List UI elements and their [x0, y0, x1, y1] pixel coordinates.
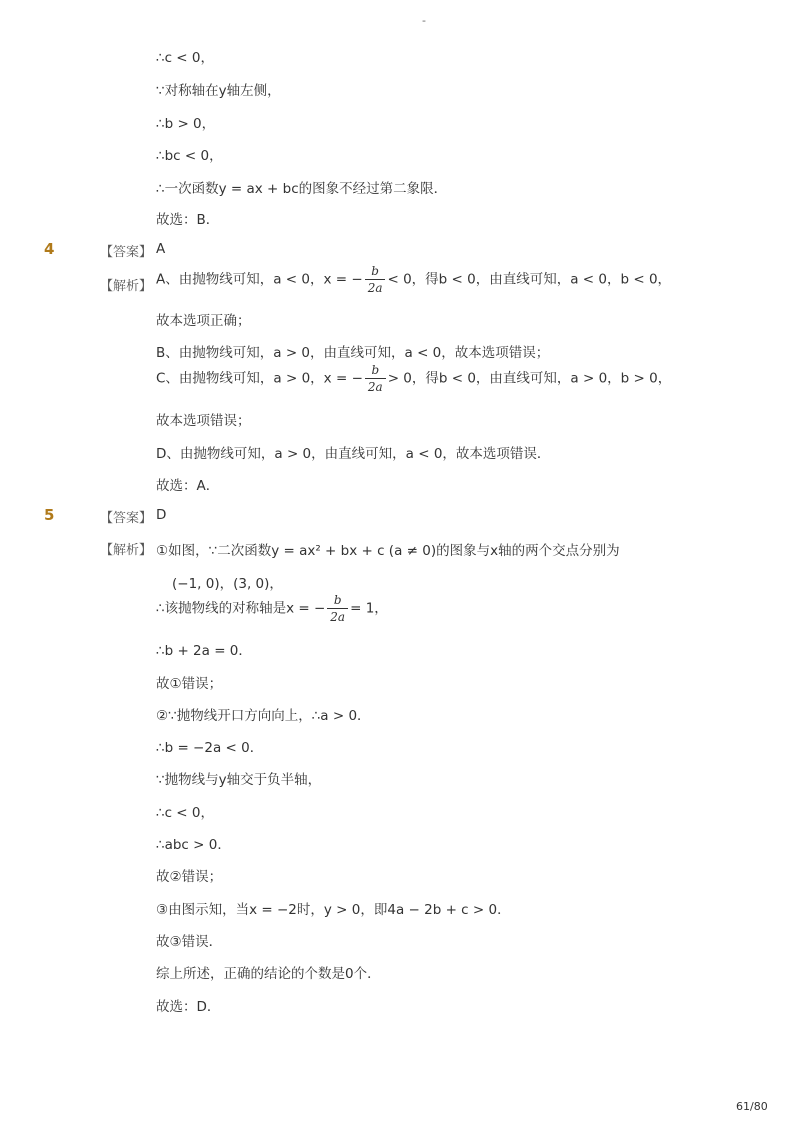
q5-line-9: ∴c < 0， [156, 805, 214, 821]
q4-a-pre: A、由抛物线可知，a < 0，x = − [156, 271, 363, 288]
fraction: $\frac{b}{2a}$ [365, 362, 386, 395]
prev-choice: 故选：B． [156, 212, 220, 228]
page-number: 61/80 [736, 1100, 768, 1113]
q5-line-7: ∴b = −2a < 0． [156, 740, 264, 756]
q4-a-post: < 0，得b < 0，由直线可知，a < 0，b < 0， [387, 271, 672, 288]
q4-option-a [156, 263, 671, 296]
prev-line-5: ∴一次函数y = ax + bc的图象不经过第二象限． [156, 181, 448, 197]
answer-tag: 【答案】 [100, 245, 153, 260]
header-dash: - [422, 14, 426, 27]
q5-line-15: 故选：D． [156, 999, 221, 1015]
q4-option-c [156, 362, 671, 395]
question-number: 4 [44, 240, 55, 258]
answer-value: D [156, 507, 167, 523]
q5-line-5: 故①错误； [156, 676, 223, 692]
q5-line-12: ③由图示知，当x = −2时，y > 0，即4a − 2b + c > 0． [156, 902, 511, 918]
analysis-tag: 【解析】 [100, 279, 153, 294]
fraction: $\frac{b}{2a}$ [327, 592, 348, 625]
fraction: $\frac{b}{2a}$ [365, 263, 386, 296]
prev-line-2: ∵对称轴在y轴左侧， [156, 83, 281, 99]
q5-l3-post: = 1， [350, 600, 388, 617]
prev-line-1: ∴c < 0， [156, 50, 214, 66]
q5-line-3 [156, 592, 388, 625]
q5-line-4: ∴b + 2a = 0． [156, 643, 252, 659]
q5-line-8: ∵抛物线与y轴交于负半轴， [156, 772, 322, 788]
q4-c-post: > 0，得b < 0，由直线可知，a > 0，b > 0， [387, 370, 672, 387]
q5-line-6: ②∵抛物线开口方向向上，∴a > 0． [156, 708, 371, 724]
answer-value: A [156, 241, 166, 257]
q4-option-d: D、由抛物线可知，a > 0，由直线可知，a < 0，故本选项错误． [156, 446, 551, 462]
prev-line-4: ∴bc < 0， [156, 148, 223, 164]
q4-option-b: B、由抛物线可知，a > 0，由直线可知，a < 0，故本选项错误； [156, 345, 550, 361]
analysis-tag: 【解析】 [100, 543, 153, 558]
q4-c-pre: C、由抛物线可知，a > 0，x = − [156, 370, 363, 387]
q5-l3-pre: ∴该抛物线的对称轴是x = − [156, 600, 326, 617]
prev-line-3: ∴b > 0， [156, 116, 216, 132]
answer-tag: 【答案】 [100, 511, 153, 526]
q4-choice: 故选：A． [156, 478, 220, 494]
q5-line-14: 综上所述，正确的结论的个数是0个． [156, 966, 381, 982]
q4-a-cont: 故本选项正确； [156, 313, 251, 329]
question-number: 5 [44, 506, 55, 524]
q4-c-cont: 故本选项错误； [156, 413, 251, 429]
q5-line-10: ∴abc > 0． [156, 837, 231, 853]
q5-line-2: (−1, 0)，(3, 0)， [172, 576, 283, 592]
q5-line-13: 故③错误． [156, 934, 223, 950]
q5-line-1: ①如图，∵二次函数y = ax² + bx + c (a ≠ 0)的图象与x轴的两个交点分别为 [156, 543, 620, 559]
q5-line-11: 故②错误； [156, 869, 223, 885]
